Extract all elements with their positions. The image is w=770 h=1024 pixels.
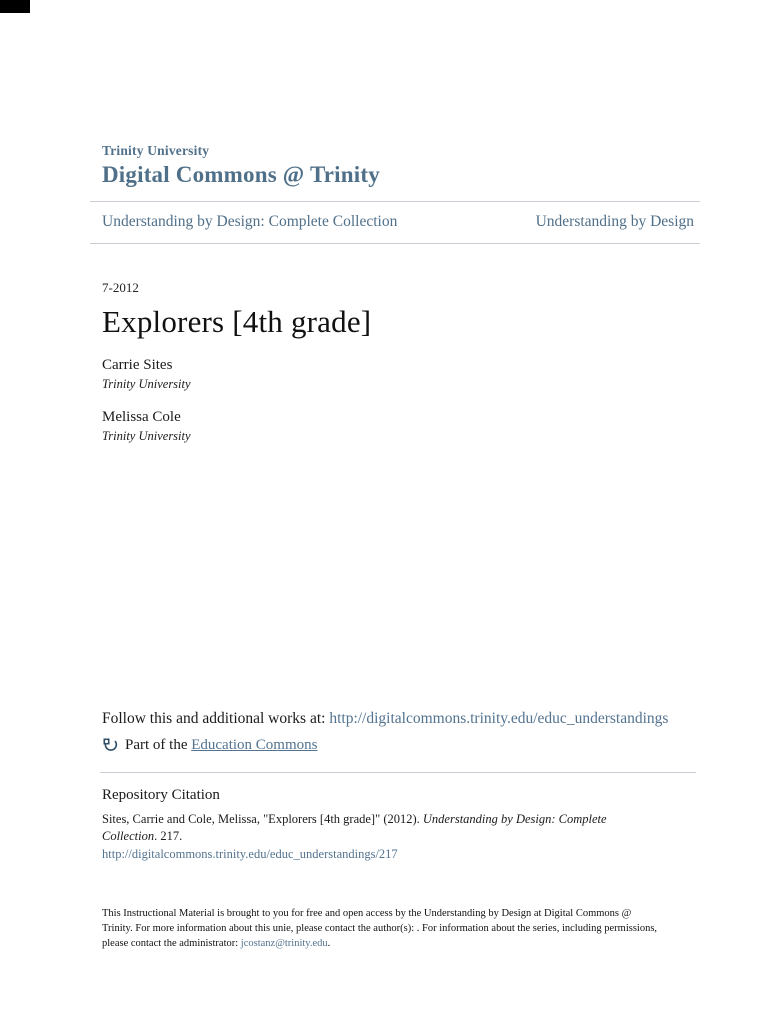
access-note-text: This Instructional Material is brought to you for free and open access by the Understanding by Design at Digital Commons @ Trinity. For more information about this unie, please contact the author(s): . For information about the series, including permissions, please contact the administrator: [102,908,658,949]
part-of-row [102,737,698,754]
citation-number: . 217. [154,829,183,843]
citation-series-title: Understanding by Design: Complete Collection [102,812,607,843]
repository-citation-heading: Repository Citation [102,787,220,803]
site-header [102,143,698,188]
administrator-email-link[interactable]: jcostanz@trinity.edu [240,938,328,949]
citation-url-link[interactable]: http://digitalcommons.trinity.edu/educ_understandings/217 [102,847,398,861]
citation-normal: Sites, Carrie and Cole, Melissa, "Explorers [4th grade]" (2012). [102,812,423,826]
citation-text [102,811,662,863]
follow-works-section [102,710,698,728]
follow-works-text: Follow this and additional works at: [102,710,330,727]
author-name: Carrie Sites [102,357,173,373]
access-note-period: . [327,938,331,949]
collection-link[interactable]: Understanding by Design: Complete Collection [102,213,398,230]
document-title: Explorers [4th grade] [102,304,372,339]
part-of-label: Part of the [125,737,192,753]
divider-nav [90,243,700,244]
author-block [102,409,698,444]
institution-name: Trinity University [102,143,210,158]
author-block [102,357,698,392]
collection-nav [102,202,694,243]
commons-network-icon [102,737,119,754]
works-collection-link[interactable]: http://digitalcommons.trinity.edu/educ_understandings [329,710,669,727]
author-affiliation: Trinity University [102,377,191,391]
part-of-text [125,737,317,754]
education-commons-link[interactable]: Education Commons [191,737,318,753]
site-title[interactable]: Digital Commons @ Trinity [102,162,380,187]
author-name: Melissa Cole [102,409,181,425]
access-note [102,906,662,951]
citation-link-line [102,846,662,863]
series-link[interactable]: Understanding by Design [535,213,694,230]
divider-citation [100,772,696,773]
author-affiliation: Trinity University [102,429,191,443]
publication-date: 7-2012 [102,280,139,295]
